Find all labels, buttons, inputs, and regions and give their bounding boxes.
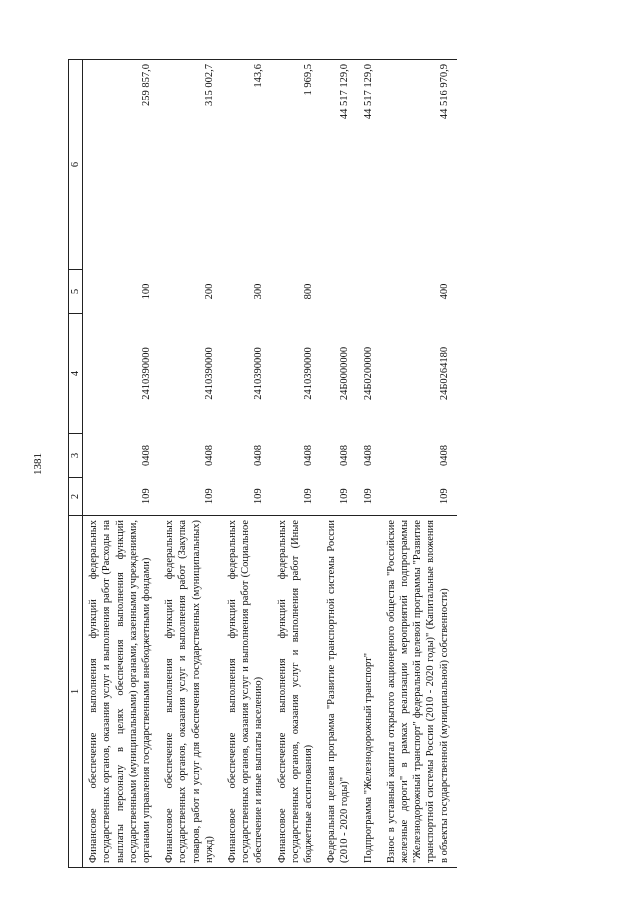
table-row <box>222 60 272 868</box>
row-expense-type: 800 <box>303 283 315 300</box>
budget-table-page <box>32 60 600 868</box>
row-amount: 315 002,7 <box>159 60 222 270</box>
row-target-code: 24Б0000000 <box>339 346 351 401</box>
row-name: Финансовое обеспечение выполнения функций федеральных государственных органов, оказания услуг и выполнения работ (Расходы на выплаты персоналу в целях обеспечения выполнения функций государственными (муниципальными) органами, казенными учреждениями, органами управления государственными внебюджетными фондами) <box>83 516 160 868</box>
row-section-code: 0408 <box>303 445 315 466</box>
row-target-code: 2410390000 <box>141 347 153 400</box>
row-ministry-code: 109 <box>141 488 153 505</box>
row-name: Взнос в уставный капитал открытого акционерного общества "Российские железные дороги" в рамках реализации мероприятий подпрограммы "Железнодорожный транспорт" федеральной целевой программы "Развитие транспортной системы России (2010 - 2020 годы)" (Капитальные вложения в объекты государственной (муниципальной) собственности) <box>381 516 457 868</box>
table-row <box>272 60 322 868</box>
row-name: Подпрограмма "Железнодорожный транспорт" <box>358 516 381 868</box>
table-row <box>358 60 381 868</box>
page-number: 1381 <box>32 453 44 475</box>
row-name: Финансовое обеспечение выполнения функций федеральных государственных органов, оказания услуг и выполнения работ (Социальное обеспечение и иные выплаты населению) <box>222 516 272 868</box>
table-row <box>381 60 457 868</box>
row-target-code: 2410390000 <box>303 347 315 400</box>
row-name: Финансовое обеспечение выполнения функций федеральных государственных органов, оказания услуг и выполнения работ (Иные бюджетные ассигнования) <box>272 516 322 868</box>
row-amount: 44 517 129,0 <box>321 60 357 270</box>
row-target-code: 24Б0200000 <box>362 346 374 401</box>
row-amount: 143,6 <box>222 60 272 270</box>
row-expense-type: 200 <box>203 283 215 300</box>
table-row <box>321 60 357 868</box>
row-ministry-code: 109 <box>203 488 215 505</box>
row-amount: 44 516 970,9 <box>381 60 457 270</box>
row-name: Федеральная целевая программа "Развитие транспортной системы России (2010 - 2020 годы)" <box>321 516 357 868</box>
budget-table <box>68 59 457 868</box>
row-section-code: 0408 <box>203 445 215 466</box>
row-expense-type: 300 <box>253 283 265 300</box>
column-header: 1 <box>69 516 83 868</box>
row-expense-type: 100 <box>141 283 153 300</box>
row-target-code: 24Б0264180 <box>438 346 450 401</box>
row-amount: 259 857,0 <box>83 60 160 270</box>
column-header: 2 <box>69 478 83 516</box>
row-section-code: 0408 <box>141 445 153 466</box>
row-amount: 44 517 129,0 <box>358 60 381 270</box>
row-target-code: 2410390000 <box>203 347 215 400</box>
table-row <box>83 60 160 868</box>
row-ministry-code: 109 <box>438 488 450 505</box>
row-section-code: 0408 <box>253 445 265 466</box>
column-header: 4 <box>69 314 83 434</box>
row-section-code: 0408 <box>438 445 450 466</box>
row-expense-type: 400 <box>438 283 450 300</box>
column-header: 3 <box>69 434 83 478</box>
table-row <box>159 60 222 868</box>
row-target-code: 2410390000 <box>253 347 265 400</box>
row-expense-type <box>358 270 381 314</box>
row-amount: 1 969,5 <box>272 60 322 270</box>
column-header: 5 <box>69 270 83 314</box>
row-ministry-code: 109 <box>339 488 351 505</box>
row-ministry-code: 109 <box>303 488 315 505</box>
row-name: Финансовое обеспечение выполнения функций федеральных государственных органов, оказания услуг и выполнения работ (Закупка товаров, работ и услуг для обеспечения государственных (муниципальных) нужд) <box>159 516 222 868</box>
column-header: 6 <box>69 60 83 270</box>
row-ministry-code: 109 <box>253 488 265 505</box>
row-section-code: 0408 <box>362 445 374 466</box>
table-header-row <box>69 60 83 868</box>
row-ministry-code: 109 <box>362 488 374 505</box>
row-section-code: 0408 <box>339 445 351 466</box>
row-expense-type <box>321 270 357 314</box>
